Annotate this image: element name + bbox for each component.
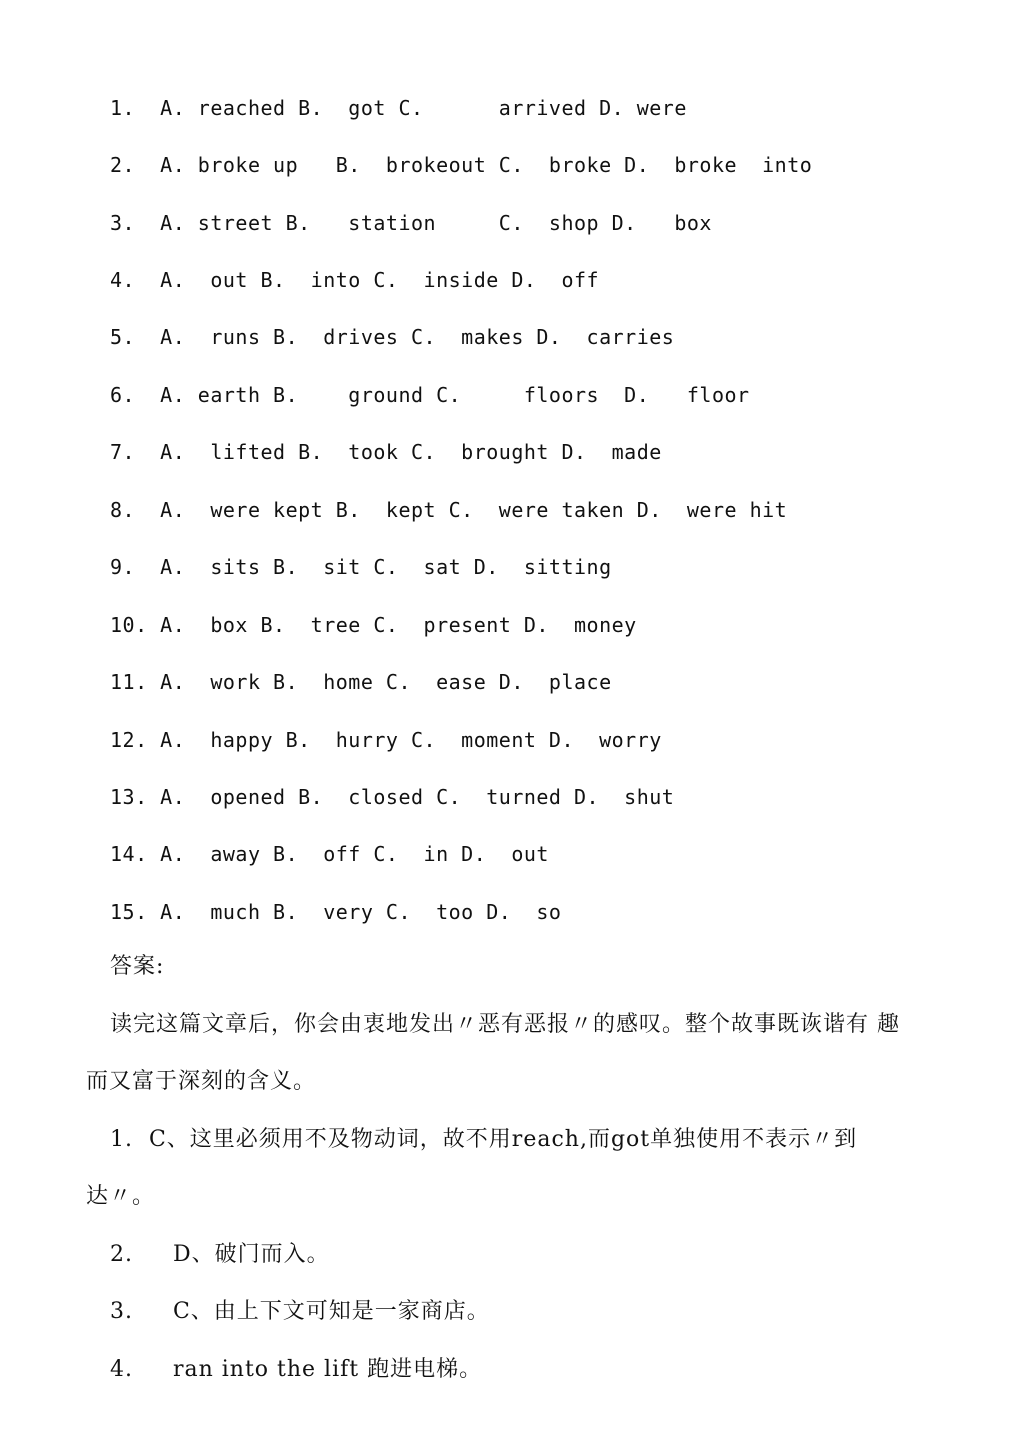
question-9: 9. A. sits B. sit C. sat D. sitting [110,555,612,579]
question-4: 4. A. out B. into C. inside D. off [110,268,600,292]
question-10: 10. A. box B. tree C. present D. money [110,613,637,637]
question-1: 1. A. reached B. got C. arrived D. were [110,96,687,120]
answer-4: 4. ran into the lift 跑进电梯。 [110,1357,483,1382]
answer-3: 3. C、由上下文可知是一家商店。 [110,1299,490,1324]
question-8: 8. A. were kept B. kept C. were taken D. were hit [110,498,788,522]
question-15: 15. A. much B. very C. too D. so [110,900,562,924]
question-14: 14. A. away B. off C. in D. out [110,842,549,866]
answer-1-line-1: 1. C、这里必须用不及物动词，故不用reach,而got单独使用不表示〃到 [110,1127,858,1152]
question-5: 5. A. runs B. drives C. makes D. carries [110,325,675,349]
question-7: 7. A. lifted B. took C. brought D. made [110,440,662,464]
answer-intro-line-1: 读完这篇文章后，你会由衷地发出〃恶有恶报〃的感叹。整个故事既诙谐有 趣 [110,1012,900,1037]
question-12: 12. A. happy B. hurry C. moment D. worry [110,728,662,752]
answer-2: 2. D、破门而入。 [110,1242,330,1267]
question-11: 11. A. work B. home C. ease D. place [110,670,612,694]
answer-heading: 答案: [110,954,165,979]
question-2: 2. A. broke up B. brokeout C. broke D. broke into [110,153,813,177]
answer-1-line-2: 达〃。 [86,1184,156,1209]
answer-intro-line-2: 而又富于深刻的含义。 [86,1069,317,1094]
question-3: 3. A. street B. station C. shop D. box [110,211,712,235]
question-13: 13. A. opened B. closed C. turned D. shut [110,785,675,809]
question-6: 6. A. earth B. ground C. floors D. floor [110,383,750,407]
